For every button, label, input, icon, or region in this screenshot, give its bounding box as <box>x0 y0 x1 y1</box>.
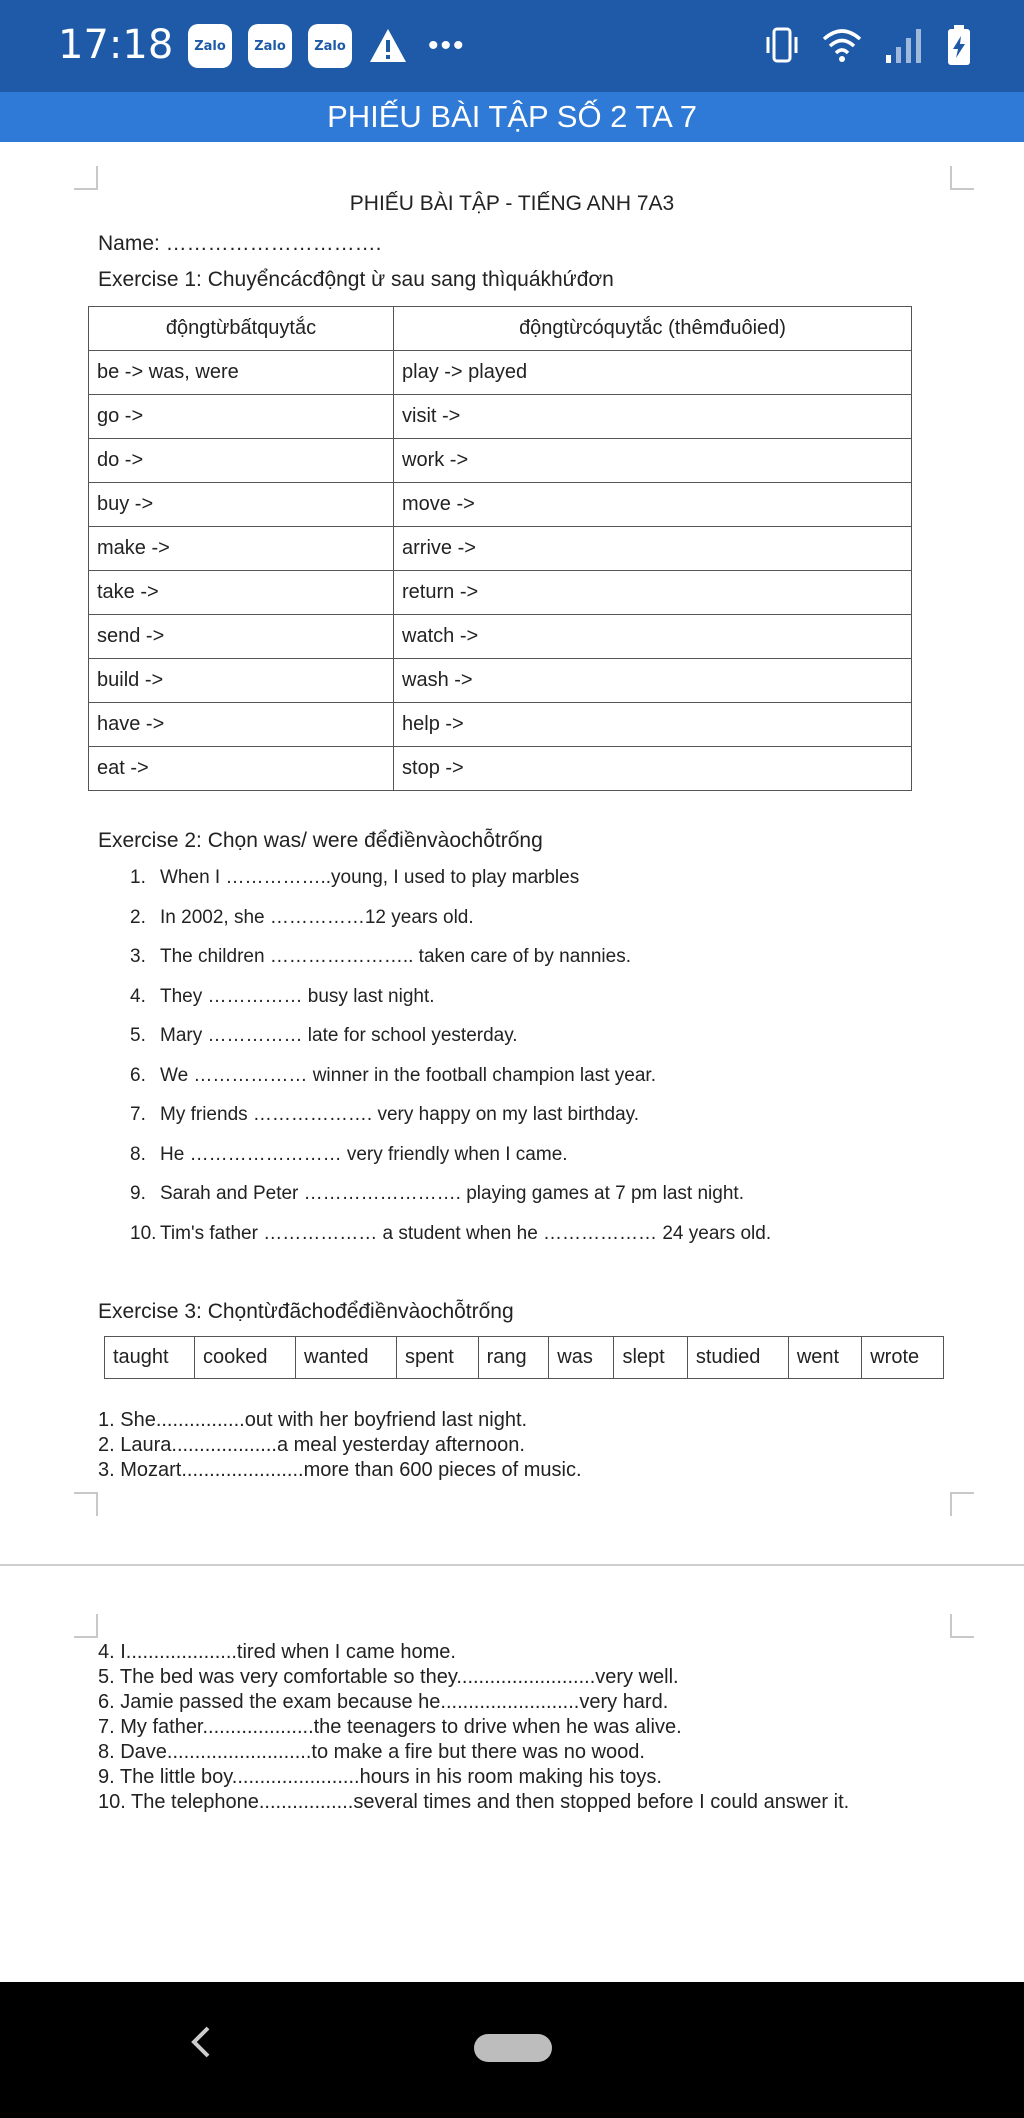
name-line: Name: …………………………. <box>98 232 382 255</box>
table-row <box>89 527 912 571</box>
list-item <box>130 1063 930 1103</box>
table-cell: do -> <box>89 439 394 483</box>
page-corner-mark <box>950 1614 974 1638</box>
table-cell: visit -> <box>394 395 912 439</box>
table-cell: eat -> <box>89 747 394 791</box>
sentence: 3. Mozart......................more than 600 pieces of music. <box>98 1459 582 1481</box>
sentence: 5. The bed was very comfortable so they.........................very well. <box>98 1666 679 1688</box>
sentence: 9. The little boy.......................hours in his room making his toys. <box>98 1766 662 1788</box>
word-bank-cell: rang <box>478 1337 549 1379</box>
sentence: 10. The telephone.................several times and then stopped before I could answer it. <box>98 1791 850 1813</box>
exercise-2-title: Exercise 2: Chọn was/ were đểđiềnvàochỗtrống <box>98 829 543 852</box>
word-bank-table <box>104 1336 944 1379</box>
status-time: 17:18 <box>58 22 174 68</box>
exercise-3-sentences-page-2 <box>98 1640 849 1815</box>
item-number: 8. <box>130 1143 146 1165</box>
item-number: 7. <box>130 1104 146 1125</box>
item-number: 3. <box>130 946 146 967</box>
exercise-3-sentences-page-1 <box>98 1408 582 1483</box>
item-number: 1. <box>130 867 146 888</box>
list-item <box>130 944 930 984</box>
list-item <box>130 1181 930 1221</box>
zalo-app-icon: Zalo <box>248 24 292 68</box>
list-item <box>130 1221 930 1261</box>
warning-icon <box>368 26 408 66</box>
table-cell: buy -> <box>89 483 394 527</box>
table-row <box>105 1337 944 1379</box>
table-cell: stop -> <box>394 747 912 791</box>
table-cell: be -> was, were <box>89 351 394 395</box>
table-header-row <box>89 307 912 351</box>
word-bank-cell: slept <box>614 1337 687 1379</box>
item-text: Tim's father ……………… a student when he ……………… 24 years old. <box>160 1222 772 1244</box>
sentence: 1. She................out with her boyfriend last night. <box>98 1409 528 1431</box>
list-item <box>130 905 930 945</box>
item-text: We ……………… winner in the football champion last year. <box>160 1064 656 1086</box>
item-number: 5. <box>130 1025 146 1046</box>
list-item <box>130 1102 930 1142</box>
item-text: Sarah and Peter ……………………. playing games at 7 pm last night. <box>160 1183 744 1204</box>
zalo-app-icon: Zalo <box>308 24 352 68</box>
word-bank-cell: wrote <box>862 1337 944 1379</box>
page-corner-mark <box>950 1492 974 1516</box>
list-item <box>130 1023 930 1063</box>
home-button[interactable] <box>474 2034 552 2062</box>
table-row <box>89 351 912 395</box>
item-text: My friends ………………. very happy on my last birthday. <box>160 1104 640 1125</box>
exercise-1-title: Exercise 1: Chuyểncácđộngt ừ sau sang thìquákhứđơn <box>98 268 614 291</box>
table-cell: send -> <box>89 615 394 659</box>
word-bank-cell: taught <box>105 1337 195 1379</box>
page-corner-mark <box>74 166 98 190</box>
document-title-bar: PHIẾU BÀI TẬP SỐ 2 TA 7 <box>0 92 1024 142</box>
table-row <box>89 747 912 791</box>
table-cell: move -> <box>394 483 912 527</box>
table-row <box>89 703 912 747</box>
back-icon[interactable] <box>186 2022 216 2062</box>
table-cell: go -> <box>89 395 394 439</box>
irregular-verbs-header: độngtừbấtquytắc <box>89 307 394 351</box>
table-row <box>89 483 912 527</box>
exercise-3-title: Exercise 3: Chọntừđãchođểđiềnvàochỗtrống <box>98 1300 514 1323</box>
item-number: 10. <box>130 1222 157 1244</box>
item-text: The children ………………….. taken care of by nannies. <box>160 946 631 967</box>
item-number: 2. <box>130 906 146 928</box>
word-bank-cell: studied <box>687 1337 788 1379</box>
word-bank-cell: spent <box>396 1337 478 1379</box>
word-bank-cell: was <box>549 1337 614 1379</box>
status-bar <box>0 0 1024 92</box>
item-number: 4. <box>130 985 146 1007</box>
navigation-bar <box>0 1982 1024 2118</box>
table-cell: watch -> <box>394 615 912 659</box>
item-text: He …………………… very friendly when I came. <box>160 1143 568 1165</box>
word-bank-cell: went <box>788 1337 861 1379</box>
notification-icons <box>188 24 466 68</box>
signal-icon <box>884 25 924 65</box>
table-cell: help -> <box>394 703 912 747</box>
table-cell: wash -> <box>394 659 912 703</box>
system-icons <box>764 24 972 66</box>
table-row <box>89 615 912 659</box>
page-corner-mark <box>950 166 974 190</box>
item-text: They …………… busy last night. <box>160 985 435 1007</box>
page-corner-mark <box>74 1492 98 1516</box>
exercise-2-list <box>130 865 930 1260</box>
regular-verbs-header: độngtừcóquytắc (thêmđuôied) <box>394 307 912 351</box>
table-row <box>89 571 912 615</box>
more-notifications-icon: ••• <box>428 29 466 62</box>
word-bank-cell: wanted <box>295 1337 396 1379</box>
table-cell: build -> <box>89 659 394 703</box>
wifi-icon <box>822 27 862 63</box>
word-bank-cell: cooked <box>194 1337 295 1379</box>
page-corner-mark <box>74 1614 98 1638</box>
sentence: 7. My father....................the teenagers to drive when he was alive. <box>98 1716 682 1738</box>
table-cell: return -> <box>394 571 912 615</box>
page-divider <box>0 1564 1024 1566</box>
vibrate-icon <box>764 25 800 65</box>
table-row <box>89 395 912 439</box>
item-number: 6. <box>130 1064 146 1086</box>
verb-table <box>88 306 912 791</box>
sentence: 8. Dave..........................to make a fire but there was no wood. <box>98 1741 645 1763</box>
battery-charging-icon <box>946 24 972 66</box>
list-item <box>130 984 930 1024</box>
sentence: 2. Laura...................a meal yesterday afternoon. <box>98 1434 525 1456</box>
table-cell: work -> <box>394 439 912 483</box>
item-text: Mary …………… late for school yesterday. <box>160 1025 518 1046</box>
item-text: When I ……………..young, I used to play marbles <box>160 867 580 888</box>
table-cell: arrive -> <box>394 527 912 571</box>
zalo-app-icon: Zalo <box>188 24 232 68</box>
table-row <box>89 439 912 483</box>
sentence: 4. I....................tired when I came home. <box>98 1641 456 1663</box>
item-text: In 2002, she ……………12 years old. <box>160 906 474 928</box>
table-row <box>89 659 912 703</box>
list-item <box>130 865 930 905</box>
worksheet-title: PHIẾU BÀI TẬP - TIẾNG ANH 7A3 <box>349 192 675 215</box>
table-cell: take -> <box>89 571 394 615</box>
list-item <box>130 1142 930 1182</box>
table-cell: have -> <box>89 703 394 747</box>
item-number: 9. <box>130 1183 146 1204</box>
table-cell: play -> played <box>394 351 912 395</box>
sentence: 6. Jamie passed the exam because he.........................very hard. <box>98 1691 669 1713</box>
table-cell: make -> <box>89 527 394 571</box>
